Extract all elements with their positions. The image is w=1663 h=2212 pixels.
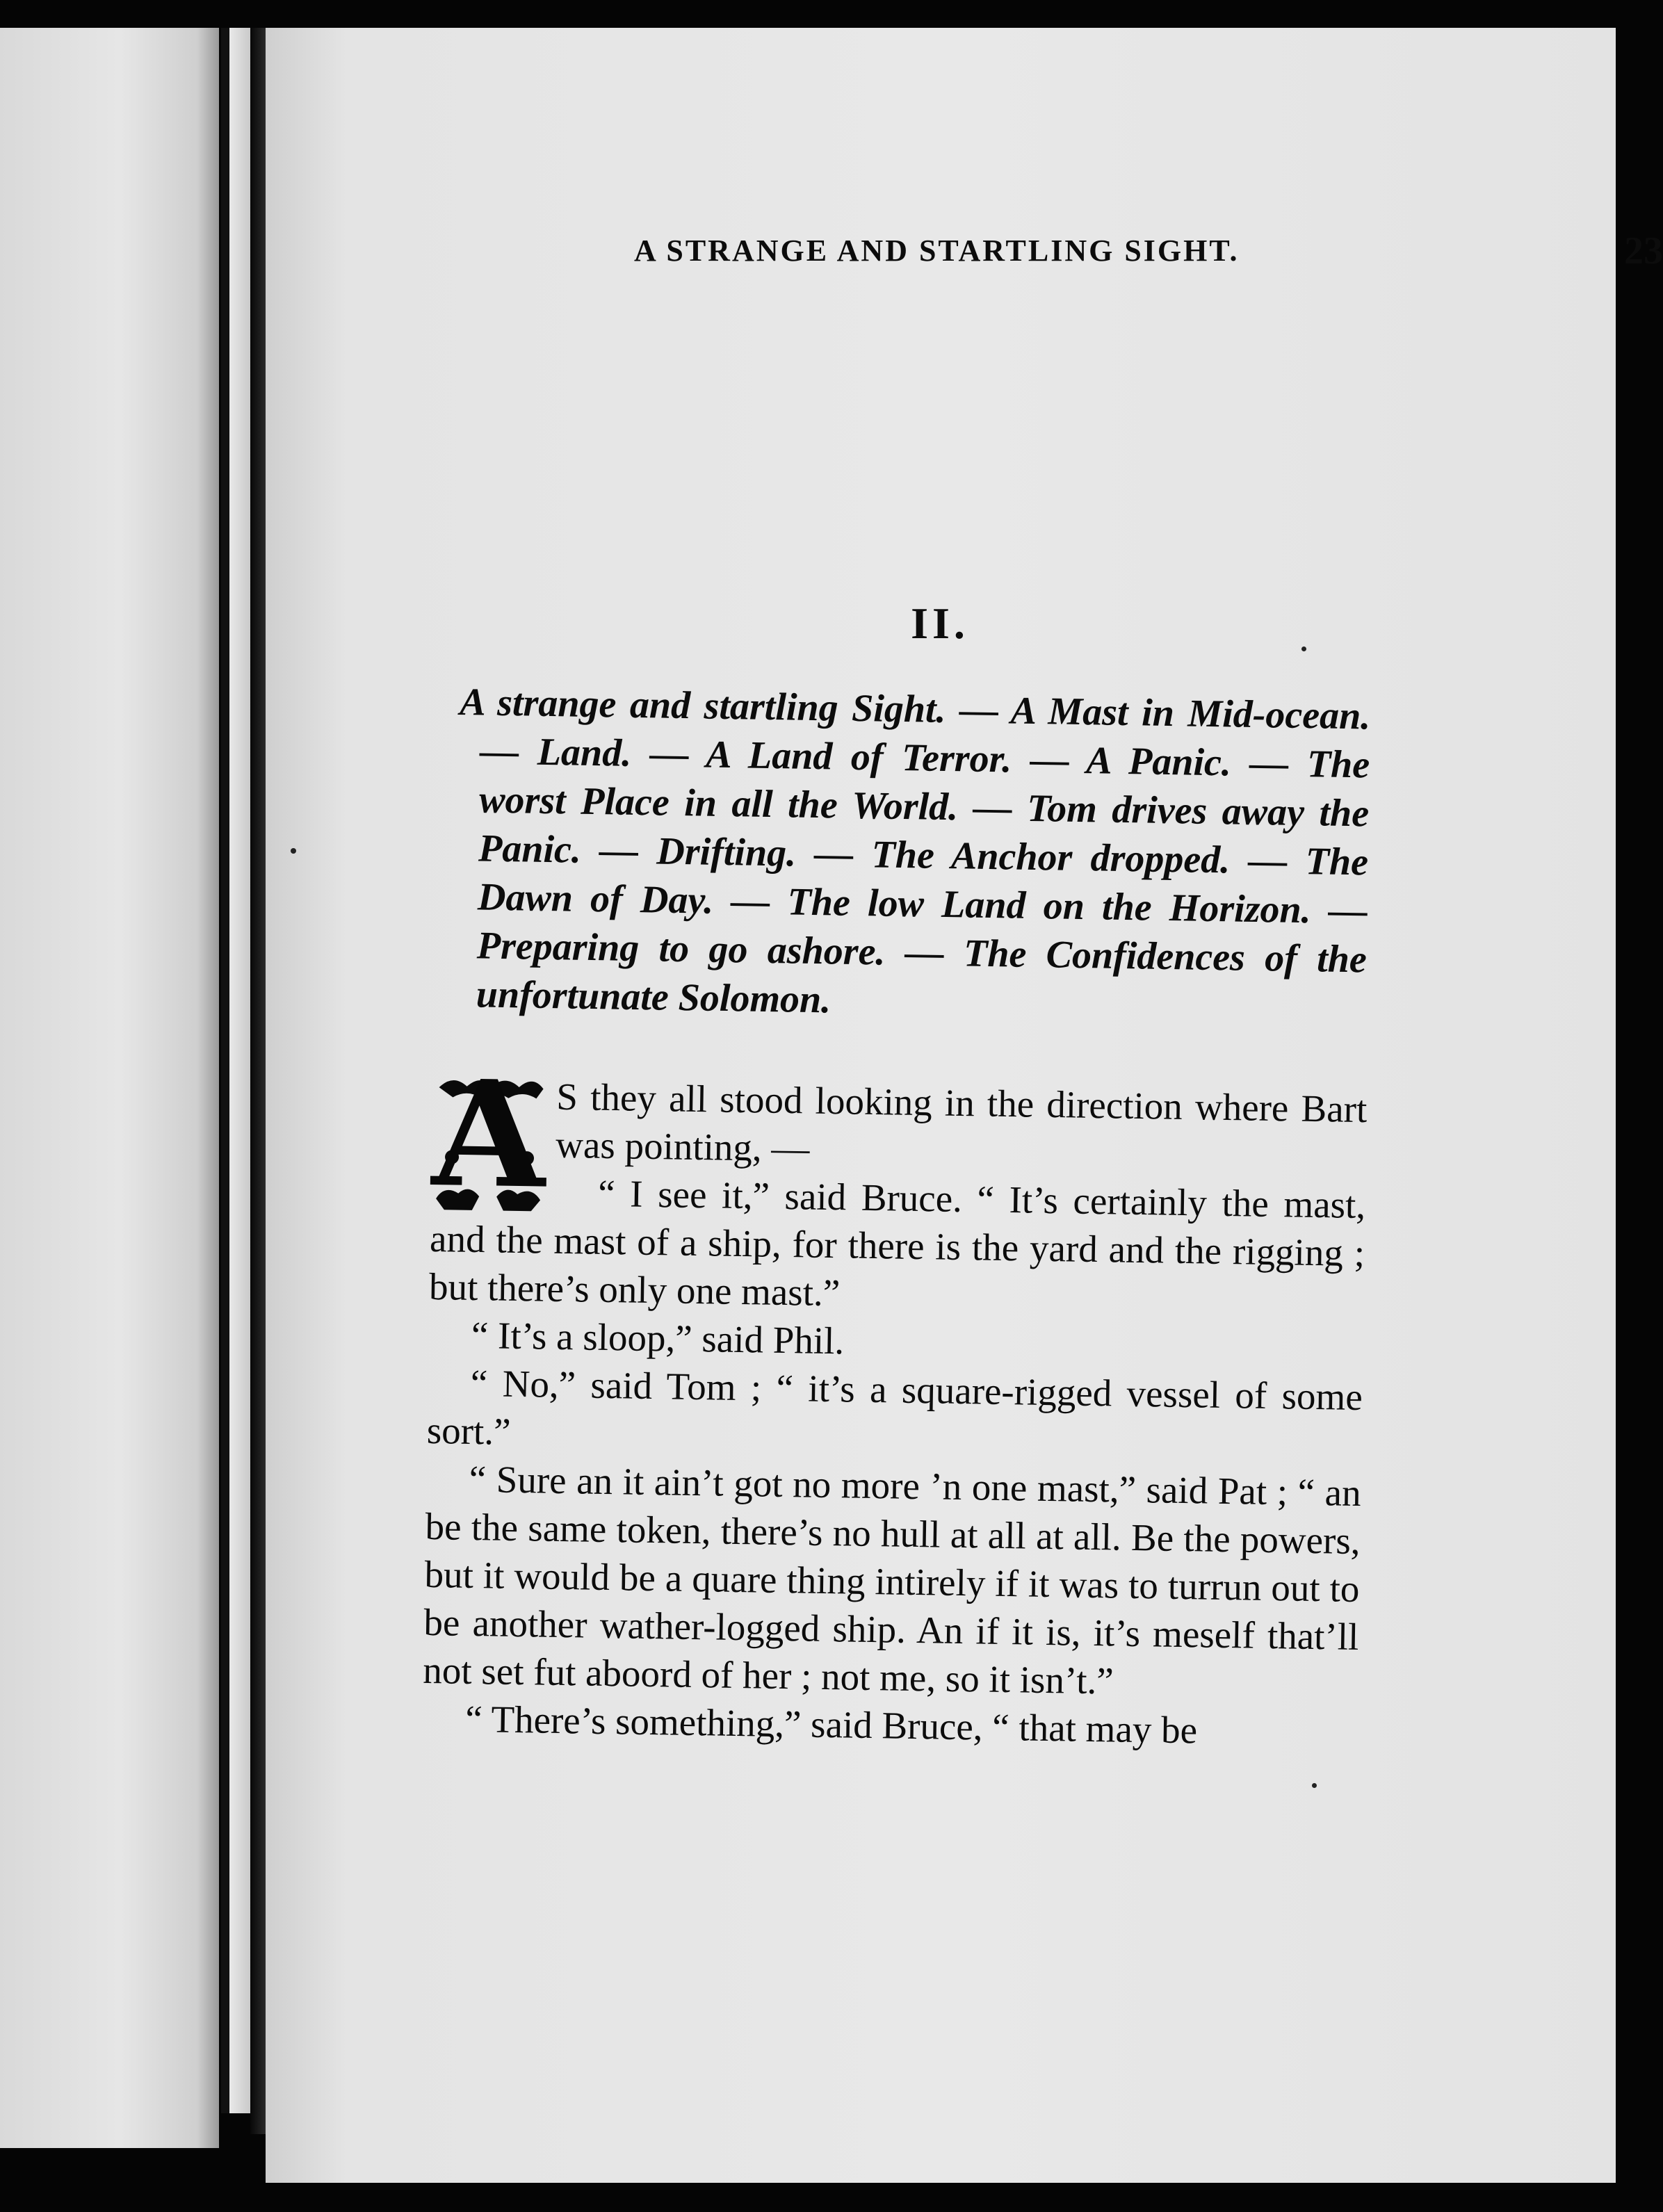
paragraph: “ I see it,” said Bruce. “ It’s certainly the mast, and the mast of a ship, for there is the yard and the rigging ; but there’s only one mast.”	[428, 1171, 1366, 1315]
paragraph-text: S they all stood looking in the direction where Bart was pointing, —	[555, 1075, 1368, 1170]
opening-paragraph	[430, 1048, 1368, 1221]
page-number: 23	[1624, 229, 1663, 273]
book-page	[266, 28, 1663, 2183]
paragraph: “ Sure an it ain’t got no more ’n one mast,” said Pat ; “ an be the same token, there’s no hull at all at all. Be the powers, but it would be a quare thing intirely if it was to turrun out to be another wather-logged ship. An if it is, it’s meself that’ll not set fut aboord of her ; not me, so it isn’t.”	[422, 1457, 1362, 1702]
chapter-synopsis	[455, 678, 1371, 1033]
paper-speck	[291, 848, 296, 854]
paper-speck	[1301, 646, 1306, 651]
chapter-body	[422, 1048, 1368, 1757]
binding-gutter-strip	[229, 28, 250, 2113]
chapter-number: II.	[911, 599, 969, 648]
paper-speck	[1312, 1783, 1317, 1788]
binding-shadow	[250, 28, 266, 2134]
ornamental-drop-cap	[430, 1048, 547, 1221]
paragraph: “ It’s a sloop,” said Phil.	[471, 1313, 845, 1363]
binding-gutter-line	[221, 28, 229, 2113]
paragraph: “ No,” said Tom ; “ it’s a square-rigged vessel of some sort.”	[426, 1361, 1363, 1453]
previous-page-edge	[0, 28, 219, 2148]
chapter-synopsis-text: A strange and startling Sight. — A Mast in Mid-ocean. — Land. — A Land of Terror. — A Panic. — The worst Place in all the World. — Tom drives away the Panic. — Drifting. — The Anchor dropped. — The Dawn of Day. — The low Land on the Horizon. — Preparing to go ashore. — The Confidences of the unfortunate Solomon.	[459, 680, 1371, 1022]
drop-cap-letter: A	[430, 1048, 547, 1221]
running-head-title: A STRANGE AND STARTLING SIGHT.	[634, 234, 1240, 268]
running-head	[634, 229, 1663, 282]
paragraph: “ There’s something,” said Bruce, “ that may be	[464, 1697, 1198, 1752]
